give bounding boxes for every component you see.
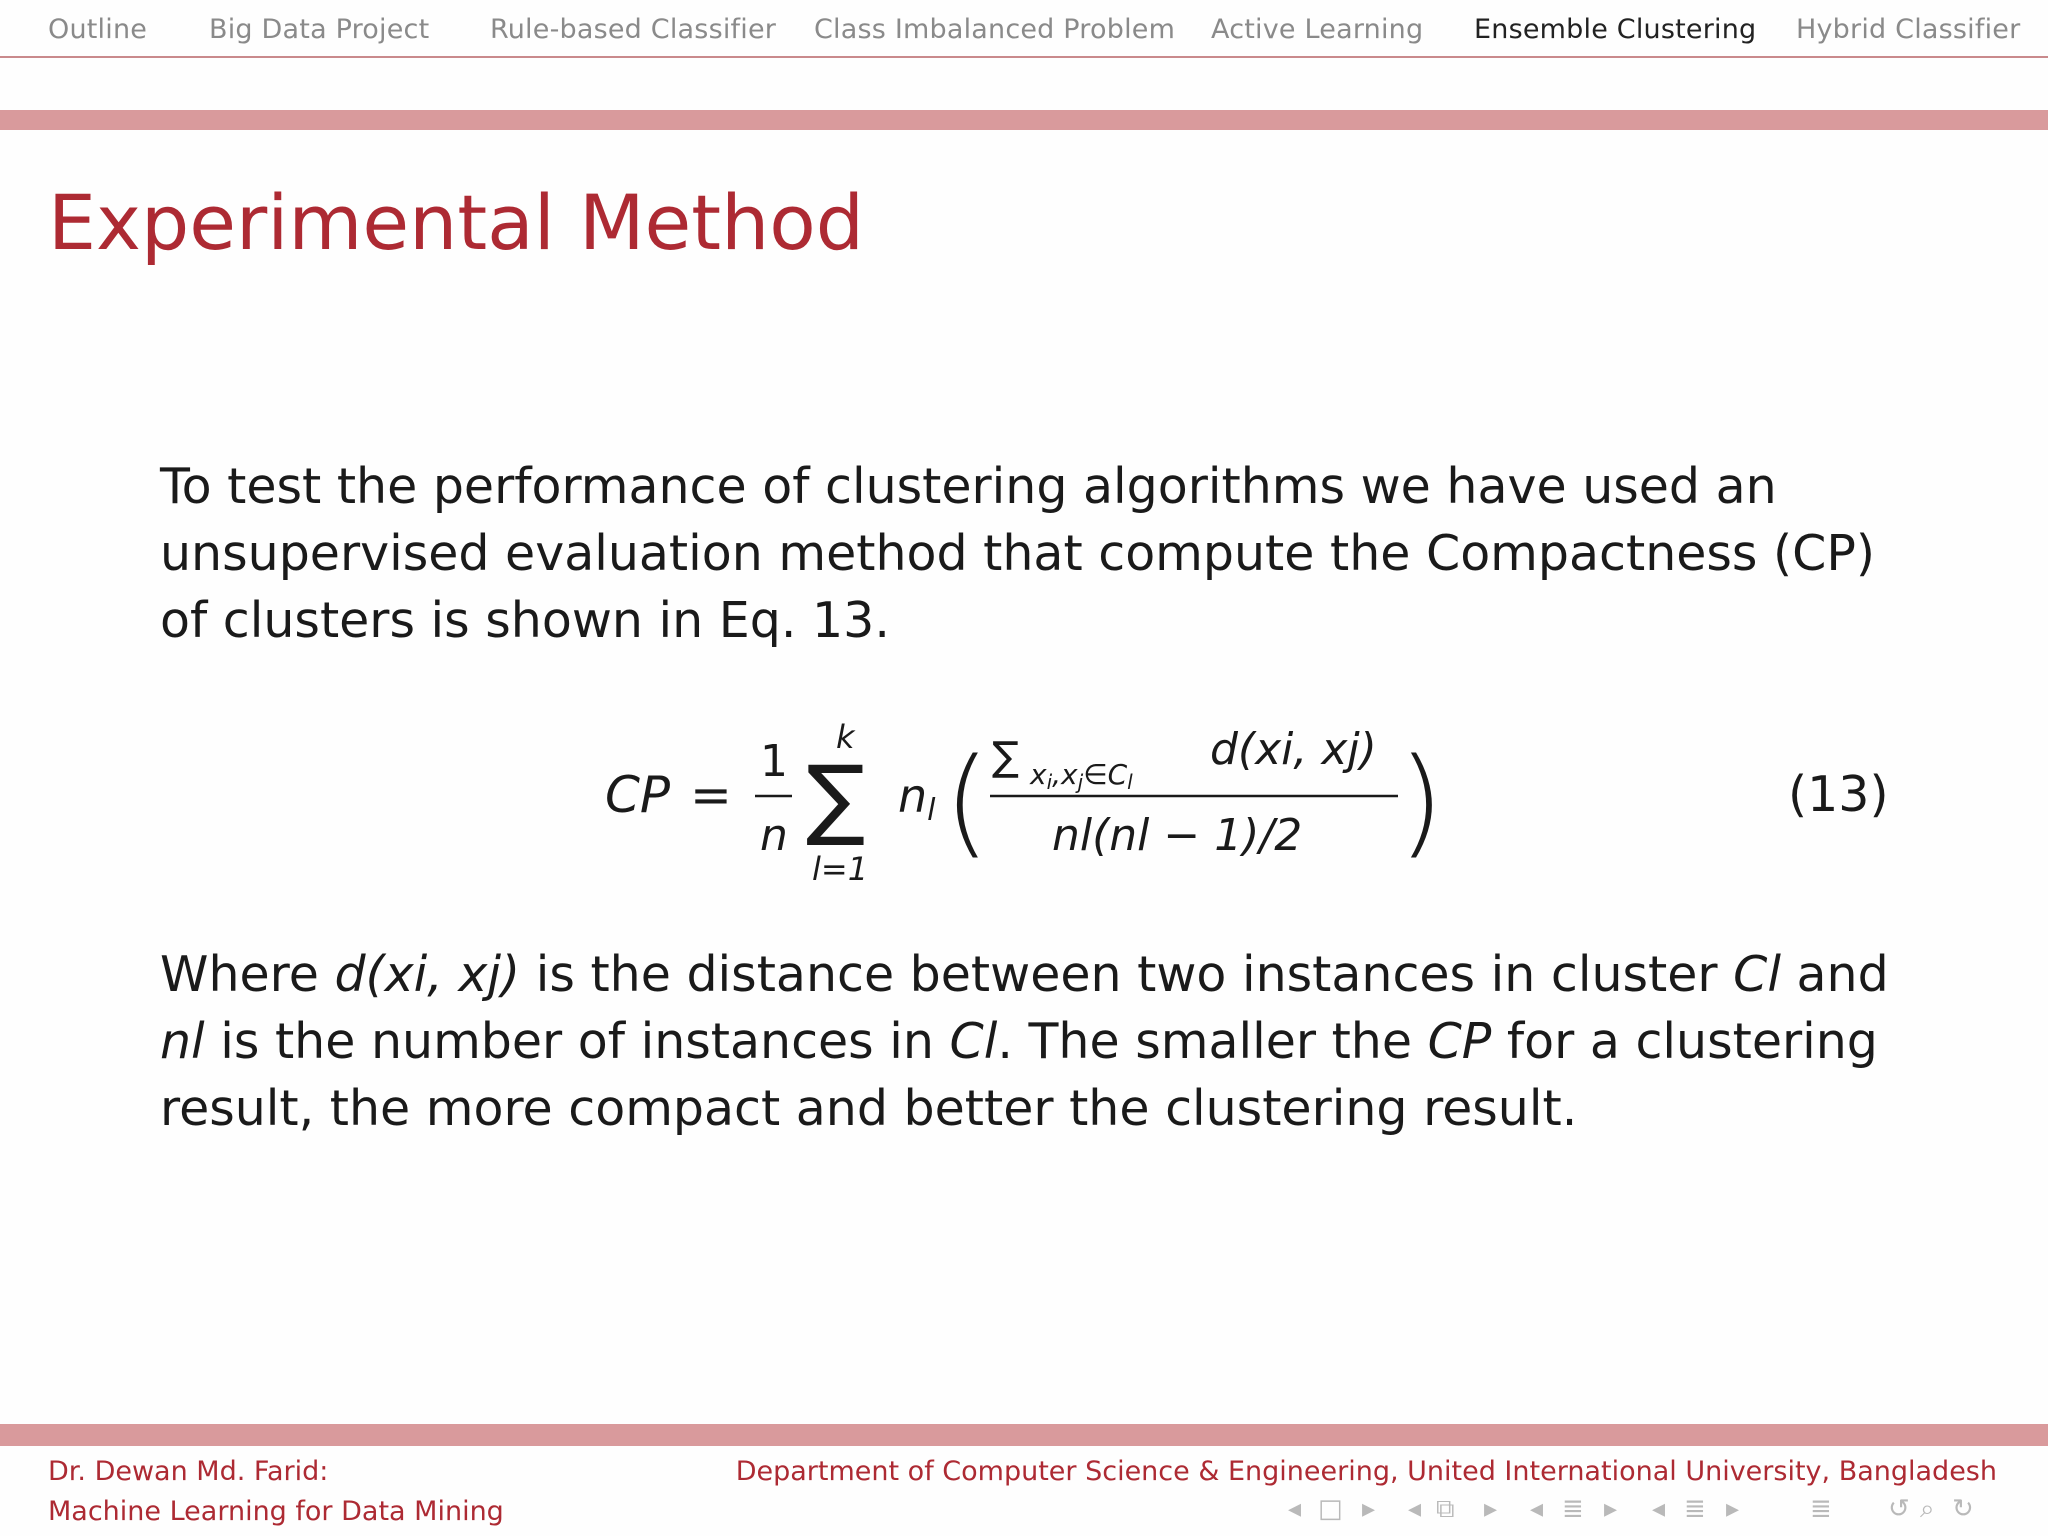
title-bar: [0, 110, 2048, 130]
equation-number: (13): [1788, 766, 1889, 823]
nav-search-icon[interactable]: ⌕: [1920, 1494, 1935, 1524]
nav-back-icon[interactable]: ↺: [1888, 1494, 1910, 1524]
eq-equals: =: [690, 766, 732, 824]
intro-paragraph: To test the performance of clustering algorithms we have used an unsupervised evaluation method that compute the Compactness (CP) of clusters is shown in Eq. 13.: [160, 458, 1876, 649]
footer-bar: [0, 1424, 2048, 1446]
expl-text-4: is the number of instances in: [204, 1013, 950, 1070]
nav-item-rule-based-classifier[interactable]: Rule-based Classifier: [490, 14, 777, 45]
eq-inner-num: d(xi, xj): [1210, 724, 1377, 775]
nav-item-outline[interactable]: Outline: [48, 14, 148, 45]
eq-right-paren: ): [1398, 732, 1445, 870]
expl-text-1: Where: [160, 946, 335, 1003]
eq-sum-lower: l=1: [812, 850, 869, 888]
eq-frac-num: 1: [760, 736, 788, 787]
nav-doc-prev-icon[interactable]: ◂: [1652, 1494, 1666, 1524]
eq-nl: nl: [898, 769, 936, 828]
footer-course: Machine Learning for Data Mining: [48, 1496, 504, 1527]
nav-section-prev-icon[interactable]: ◂: [1530, 1494, 1544, 1524]
expl-text-5: . The smaller the: [997, 1013, 1428, 1070]
cp-equation: [0, 700, 2048, 900]
expl-d-expr: d(xi, xj): [334, 946, 521, 1003]
nav-subsection-icon[interactable]: ⧉: [1436, 1494, 1455, 1524]
nav-frame-prev-icon[interactable]: ◂: [1288, 1494, 1302, 1524]
nav-item-hybrid-classifier[interactable]: Hybrid Classifier: [1796, 14, 2021, 45]
slide-title: Experimental Method: [48, 178, 864, 267]
eq-frac-den: n: [760, 810, 788, 861]
expl-cluster-1: Cl: [1733, 946, 1781, 1003]
nav-section-next-icon[interactable]: ▸: [1604, 1494, 1618, 1524]
nav-subsection-prev-icon[interactable]: ◂: [1408, 1494, 1422, 1524]
eq-left-paren: (: [944, 732, 991, 870]
nav-subsection-next-icon[interactable]: ▸: [1484, 1494, 1498, 1524]
eq-inner-sum-sub: xi,xj∈Cl: [1030, 758, 1133, 794]
eq-sum-upper: k: [836, 718, 855, 756]
nav-frame-next-icon[interactable]: ▸: [1362, 1494, 1376, 1524]
expl-cluster-2: Cl: [949, 1013, 998, 1070]
nav-item-active-learning[interactable]: Active Learning: [1211, 14, 1424, 45]
eq-lhs: CP: [605, 766, 671, 824]
footer-author: Dr. Dewan Md. Farid:: [48, 1456, 329, 1487]
nav-doc-icon[interactable]: ≣: [1684, 1494, 1706, 1524]
nav-appendix-icon[interactable]: ≣: [1810, 1494, 1832, 1524]
expl-nl: nl: [160, 1013, 205, 1070]
expl-cp: CP: [1427, 1013, 1492, 1070]
nav-item-ensemble-clustering[interactable]: Ensemble Clustering: [1474, 14, 1757, 45]
nav-forward-icon[interactable]: ↻: [1952, 1494, 1974, 1524]
expl-text-3: and: [1780, 946, 1889, 1003]
footer-department: Department of Computer Science & Engineering, United International University, Bangladesh: [735, 1456, 1997, 1487]
section-navigation: [0, 0, 2048, 58]
nav-item-class-imbalanced-problem[interactable]: Class Imbalanced Problem: [814, 14, 1176, 45]
nav-doc-next-icon[interactable]: ▸: [1726, 1494, 1740, 1524]
nav-section-icon[interactable]: ≣: [1562, 1494, 1584, 1524]
eq-inner-den: nl(nl − 1)/2: [1052, 810, 1303, 861]
nav-item-big-data-project[interactable]: Big Data Project: [209, 14, 430, 45]
explanation-paragraph: [160, 941, 1900, 1142]
nav-frame-icon[interactable]: □: [1318, 1494, 1343, 1524]
expl-text-6: for a clustering result, the more compact and better the clustering result.: [160, 1013, 1878, 1137]
eq-inner-sum: ∑: [992, 734, 1019, 780]
expl-text-2: is the distance between two instances in cluster: [520, 946, 1734, 1003]
eq-sum-symbol: ∑: [806, 746, 866, 849]
